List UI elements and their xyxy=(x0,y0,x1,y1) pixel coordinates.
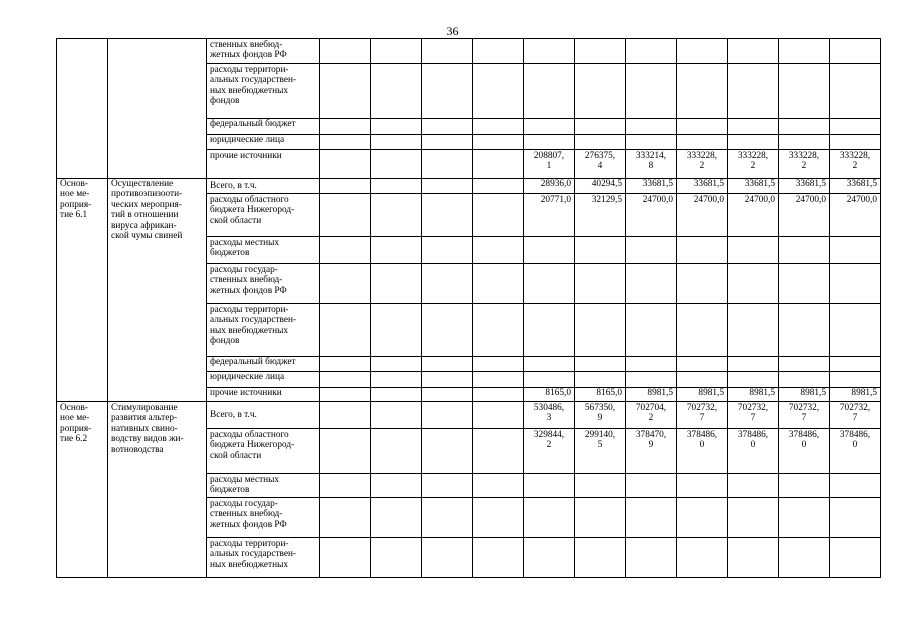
value-cell xyxy=(422,429,473,474)
measure-cell: Основ- ное ме- роприя- тие 6.2 xyxy=(57,402,108,578)
value-cell xyxy=(320,304,371,357)
value-cell xyxy=(728,119,779,135)
value-cell: 40294,5 xyxy=(575,179,626,194)
value-cell xyxy=(473,357,524,372)
value-cell: 333228, 2 xyxy=(677,150,728,179)
value-cell xyxy=(473,497,524,537)
value-cell xyxy=(473,237,524,264)
task-cell: Стимулирование развития альтер- нативных свино- водству видов жи- вотноводства xyxy=(108,402,207,578)
value-cell xyxy=(422,388,473,402)
funding-source-cell: расходы территори- альных государствен- ных внебюджетных фондов xyxy=(207,304,320,357)
value-cell xyxy=(371,497,422,537)
value-cell xyxy=(320,402,371,429)
value-cell xyxy=(473,179,524,194)
value-cell xyxy=(575,264,626,304)
value-cell xyxy=(320,194,371,237)
value-cell xyxy=(371,357,422,372)
value-cell xyxy=(728,304,779,357)
value-cell: 702704, 2 xyxy=(626,402,677,429)
value-cell xyxy=(473,372,524,388)
value-cell xyxy=(422,372,473,388)
value-cell xyxy=(320,474,371,498)
value-cell: 333214, 8 xyxy=(626,150,677,179)
value-cell xyxy=(320,64,371,119)
value-cell xyxy=(626,372,677,388)
value-cell: 8981,5 xyxy=(779,388,830,402)
value-cell xyxy=(830,372,881,388)
value-cell xyxy=(575,372,626,388)
value-cell xyxy=(371,429,422,474)
value-cell: 702732, 7 xyxy=(830,402,881,429)
value-cell: 276375, 4 xyxy=(575,150,626,179)
value-cell: 530486, 3 xyxy=(524,402,575,429)
value-cell xyxy=(422,537,473,577)
value-cell xyxy=(626,237,677,264)
value-cell xyxy=(575,357,626,372)
value-cell xyxy=(677,304,728,357)
value-cell xyxy=(422,402,473,429)
value-cell xyxy=(830,537,881,577)
task-cell: Осуществление противоэпизооти- ческих мероприя- тий в отношении вируса африкан- ской чумы свиней xyxy=(108,179,207,402)
value-cell xyxy=(779,537,830,577)
value-cell xyxy=(677,474,728,498)
value-cell xyxy=(422,194,473,237)
value-cell xyxy=(728,357,779,372)
value-cell xyxy=(779,497,830,537)
value-cell: 33681,5 xyxy=(728,179,779,194)
measure-cell: Основ- ное ме- роприя- тие 6.1 xyxy=(57,179,108,402)
funding-source-cell: юридические лица xyxy=(207,135,320,150)
value-cell xyxy=(677,64,728,119)
value-cell xyxy=(524,119,575,135)
value-cell xyxy=(320,39,371,64)
funding-source-cell: расходы местных бюджетов xyxy=(207,474,320,498)
funding-source-cell: Всего, в т.ч. xyxy=(207,402,320,429)
value-cell: 299140, 5 xyxy=(575,429,626,474)
value-cell xyxy=(371,179,422,194)
value-cell xyxy=(422,179,473,194)
value-cell: 20771,0 xyxy=(524,194,575,237)
value-cell xyxy=(779,372,830,388)
value-cell xyxy=(626,39,677,64)
value-cell: 329844, 2 xyxy=(524,429,575,474)
value-cell xyxy=(626,119,677,135)
table-row xyxy=(57,179,881,194)
value-cell xyxy=(779,39,830,64)
value-cell xyxy=(473,537,524,577)
value-cell xyxy=(473,429,524,474)
value-cell xyxy=(779,474,830,498)
value-cell xyxy=(779,119,830,135)
value-cell: 33681,5 xyxy=(626,179,677,194)
value-cell: 378470, 9 xyxy=(626,429,677,474)
value-cell xyxy=(728,497,779,537)
value-cell xyxy=(524,264,575,304)
value-cell xyxy=(320,264,371,304)
value-cell xyxy=(320,429,371,474)
value-cell xyxy=(575,304,626,357)
budget-table xyxy=(56,38,881,578)
value-cell: 8981,5 xyxy=(626,388,677,402)
value-cell xyxy=(371,135,422,150)
value-cell xyxy=(626,537,677,577)
value-cell xyxy=(422,64,473,119)
value-cell xyxy=(473,388,524,402)
value-cell: 8165,0 xyxy=(575,388,626,402)
value-cell xyxy=(473,135,524,150)
value-cell xyxy=(626,64,677,119)
value-cell: 378486, 0 xyxy=(677,429,728,474)
measure-cell xyxy=(57,39,108,179)
value-cell xyxy=(371,537,422,577)
value-cell xyxy=(830,64,881,119)
value-cell xyxy=(677,119,728,135)
value-cell: 33681,5 xyxy=(677,179,728,194)
value-cell xyxy=(779,237,830,264)
value-cell: 378486, 0 xyxy=(830,429,881,474)
value-cell xyxy=(626,135,677,150)
value-cell xyxy=(422,135,473,150)
value-cell xyxy=(473,150,524,179)
value-cell xyxy=(371,304,422,357)
value-cell xyxy=(728,39,779,64)
value-cell: 24700,0 xyxy=(677,194,728,237)
value-cell xyxy=(473,119,524,135)
value-cell: 378486, 0 xyxy=(779,429,830,474)
value-cell xyxy=(371,402,422,429)
value-cell xyxy=(422,119,473,135)
value-cell xyxy=(575,64,626,119)
value-cell xyxy=(524,304,575,357)
value-cell xyxy=(524,537,575,577)
value-cell xyxy=(830,357,881,372)
value-cell xyxy=(677,39,728,64)
value-cell xyxy=(371,264,422,304)
funding-source-cell: прочие источники xyxy=(207,388,320,402)
value-cell xyxy=(371,39,422,64)
value-cell xyxy=(320,150,371,179)
value-cell xyxy=(473,39,524,64)
value-cell xyxy=(422,237,473,264)
value-cell xyxy=(422,357,473,372)
value-cell: 24700,0 xyxy=(779,194,830,237)
task-cell xyxy=(108,39,207,179)
value-cell xyxy=(575,474,626,498)
value-cell xyxy=(320,372,371,388)
value-cell xyxy=(830,119,881,135)
value-cell xyxy=(320,119,371,135)
value-cell xyxy=(779,264,830,304)
value-cell xyxy=(422,264,473,304)
value-cell xyxy=(524,372,575,388)
value-cell xyxy=(830,497,881,537)
value-cell xyxy=(320,179,371,194)
value-cell xyxy=(473,64,524,119)
value-cell xyxy=(830,264,881,304)
value-cell xyxy=(626,474,677,498)
value-cell xyxy=(728,474,779,498)
value-cell: 24700,0 xyxy=(626,194,677,237)
value-cell: 33681,5 xyxy=(830,179,881,194)
value-cell xyxy=(320,237,371,264)
value-cell xyxy=(677,135,728,150)
value-cell: 8981,5 xyxy=(728,388,779,402)
value-cell xyxy=(422,304,473,357)
value-cell xyxy=(575,119,626,135)
value-cell xyxy=(575,237,626,264)
funding-source-cell: федеральный бюджет xyxy=(207,119,320,135)
value-cell: 702732, 7 xyxy=(677,402,728,429)
value-cell xyxy=(677,237,728,264)
value-cell xyxy=(728,264,779,304)
value-cell xyxy=(422,497,473,537)
funding-source-cell: прочие источники xyxy=(207,150,320,179)
value-cell xyxy=(677,357,728,372)
value-cell xyxy=(626,304,677,357)
value-cell xyxy=(371,194,422,237)
value-cell xyxy=(473,402,524,429)
value-cell xyxy=(524,39,575,64)
value-cell xyxy=(575,537,626,577)
funding-source-cell: расходы территори- альных государствен- ных внебюджетных xyxy=(207,537,320,577)
value-cell xyxy=(779,64,830,119)
value-cell xyxy=(626,264,677,304)
value-cell xyxy=(371,388,422,402)
value-cell xyxy=(371,64,422,119)
value-cell xyxy=(830,304,881,357)
value-cell xyxy=(728,237,779,264)
value-cell xyxy=(728,64,779,119)
value-cell xyxy=(422,150,473,179)
value-cell xyxy=(473,304,524,357)
value-cell xyxy=(626,357,677,372)
page-number: 36 xyxy=(446,24,459,38)
value-cell xyxy=(524,237,575,264)
value-cell xyxy=(830,39,881,64)
value-cell xyxy=(779,304,830,357)
funding-source-cell: ственных внебюд- жетных фондов РФ xyxy=(207,39,320,64)
value-cell xyxy=(677,372,728,388)
funding-source-cell: Всего, в т.ч. xyxy=(207,179,320,194)
value-cell xyxy=(371,119,422,135)
value-cell xyxy=(677,497,728,537)
value-cell: 8981,5 xyxy=(830,388,881,402)
value-cell xyxy=(779,357,830,372)
value-cell xyxy=(728,135,779,150)
value-cell xyxy=(830,237,881,264)
value-cell xyxy=(575,497,626,537)
value-cell xyxy=(524,357,575,372)
funding-source-cell: расходы областного бюджета Нижегород- ской области xyxy=(207,429,320,474)
value-cell: 378486, 0 xyxy=(728,429,779,474)
value-cell: 32129,5 xyxy=(575,194,626,237)
value-cell xyxy=(320,357,371,372)
value-cell: 702732, 7 xyxy=(779,402,830,429)
funding-source-cell: расходы местных бюджетов xyxy=(207,237,320,264)
value-cell xyxy=(320,537,371,577)
value-cell xyxy=(473,264,524,304)
value-cell: 8165,0 xyxy=(524,388,575,402)
table-body xyxy=(57,39,881,578)
funding-source-cell: расходы государ- ственных внебюд- жетных фондов РФ xyxy=(207,497,320,537)
value-cell: 333228, 2 xyxy=(779,150,830,179)
value-cell: 8981,5 xyxy=(677,388,728,402)
value-cell xyxy=(371,237,422,264)
value-cell xyxy=(830,474,881,498)
value-cell xyxy=(677,264,728,304)
value-cell xyxy=(779,135,830,150)
value-cell xyxy=(473,194,524,237)
value-cell xyxy=(524,135,575,150)
funding-source-cell: федеральный бюджет xyxy=(207,357,320,372)
value-cell xyxy=(371,474,422,498)
value-cell xyxy=(524,474,575,498)
value-cell xyxy=(320,135,371,150)
funding-source-cell: расходы областного бюджета Нижегород- ской области xyxy=(207,194,320,237)
value-cell: 208807, 1 xyxy=(524,150,575,179)
value-cell xyxy=(830,135,881,150)
value-cell xyxy=(677,537,728,577)
value-cell xyxy=(728,537,779,577)
value-cell: 28936,0 xyxy=(524,179,575,194)
value-cell xyxy=(422,474,473,498)
value-cell xyxy=(473,474,524,498)
value-cell xyxy=(575,135,626,150)
value-cell: 33681,5 xyxy=(779,179,830,194)
value-cell xyxy=(626,497,677,537)
value-cell xyxy=(524,64,575,119)
value-cell xyxy=(320,388,371,402)
value-cell xyxy=(371,150,422,179)
funding-source-cell: расходы территори- альных государствен- ных внебюджетных фондов xyxy=(207,64,320,119)
value-cell xyxy=(371,372,422,388)
funding-source-cell: расходы государ- ственных внебюд- жетных фондов РФ xyxy=(207,264,320,304)
funding-source-cell: юридические лица xyxy=(207,372,320,388)
value-cell: 333228, 2 xyxy=(728,150,779,179)
value-cell xyxy=(320,497,371,537)
table-row xyxy=(57,39,881,64)
value-cell: 567350, 9 xyxy=(575,402,626,429)
value-cell xyxy=(422,39,473,64)
value-cell xyxy=(575,39,626,64)
value-cell: 24700,0 xyxy=(728,194,779,237)
value-cell: 333228, 2 xyxy=(830,150,881,179)
value-cell xyxy=(728,372,779,388)
value-cell: 702732, 7 xyxy=(728,402,779,429)
value-cell xyxy=(524,497,575,537)
table-row xyxy=(57,402,881,429)
value-cell: 24700,0 xyxy=(830,194,881,237)
